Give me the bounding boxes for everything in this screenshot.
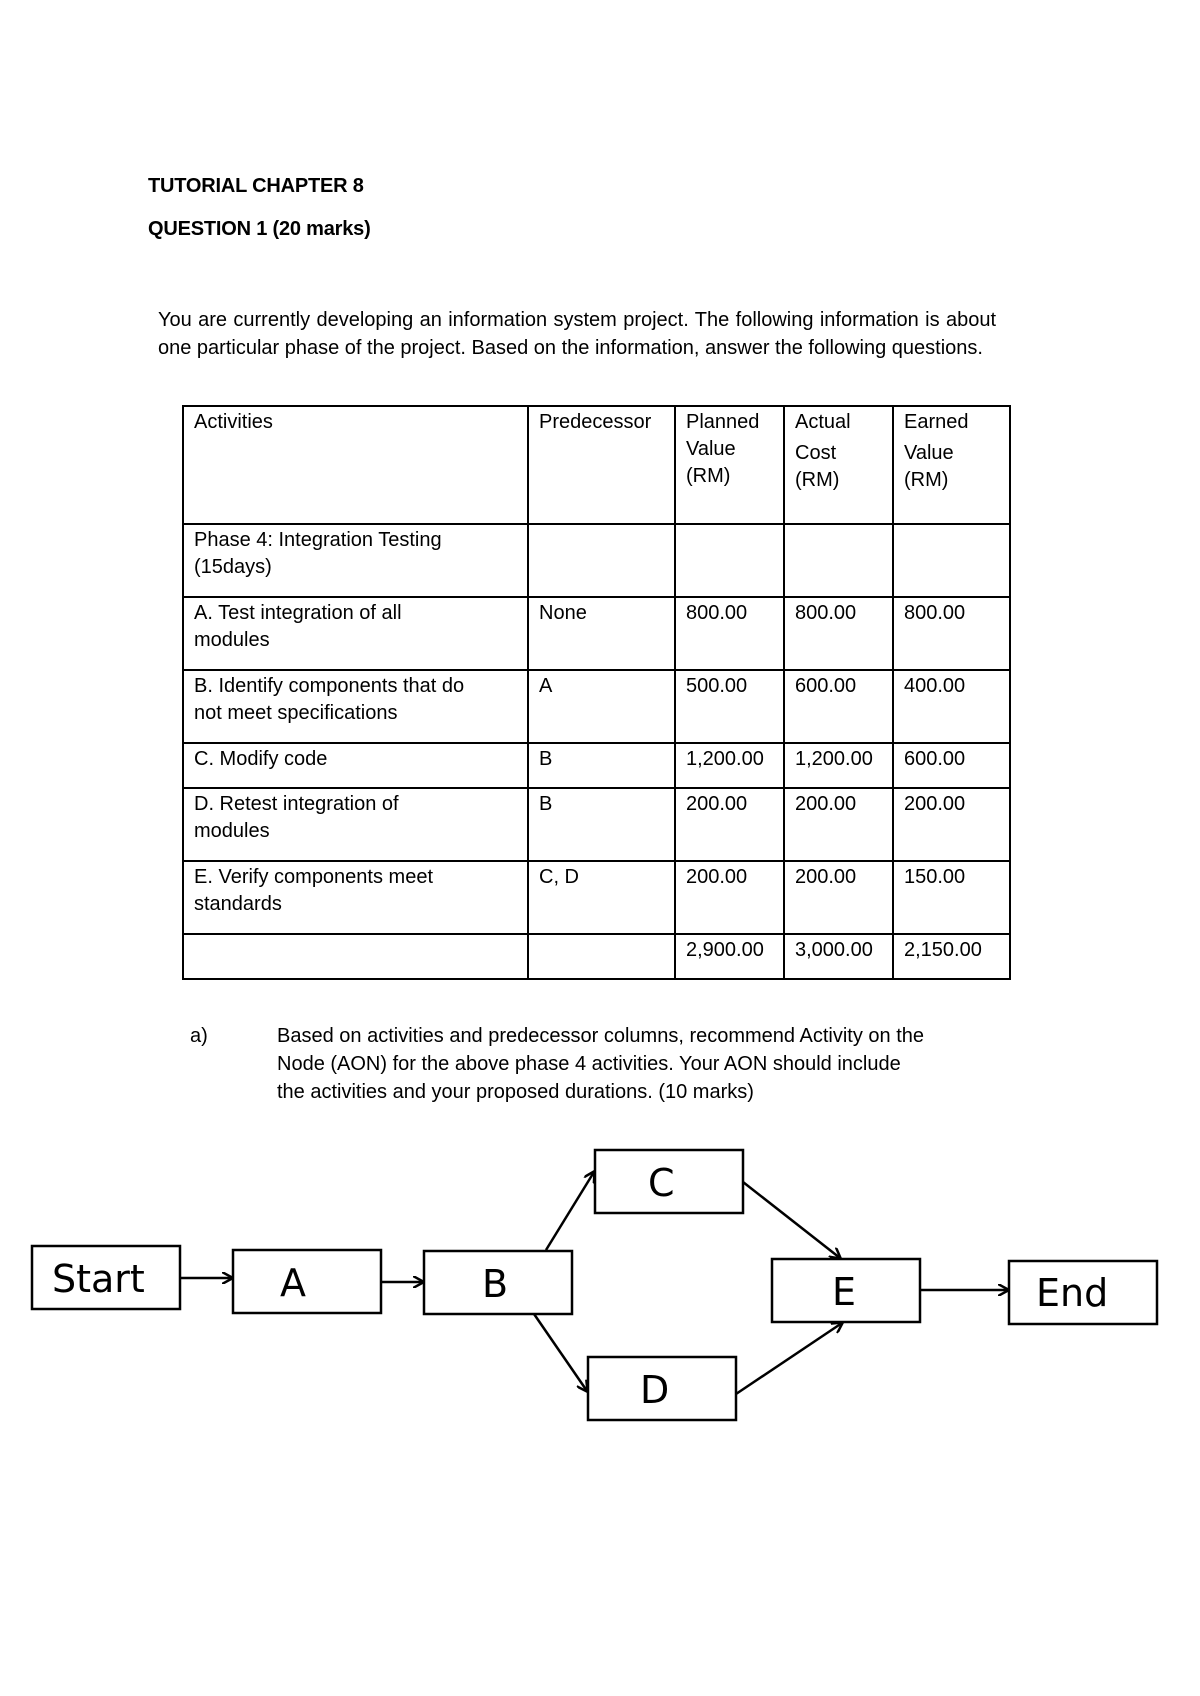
table-row — [183, 788, 1010, 861]
arrow-b-d — [534, 1314, 587, 1391]
intro-paragraph: You are currently developing an information system project. The following information is about one particular phase of the project. Based on the information, answer the following questions. — [158, 309, 996, 359]
ev-cell: 800.00 — [893, 597, 1010, 670]
table-row — [183, 743, 1010, 788]
ev-cell: 600.00 — [893, 743, 1010, 788]
total-pv-cell: 2,900.00 — [675, 934, 784, 979]
arrow-b-c — [546, 1172, 594, 1250]
predecessor-cell: None — [528, 597, 675, 670]
pv-cell: 800.00 — [675, 597, 784, 670]
ac-cell: 1,200.00 — [784, 743, 893, 788]
node-end-label: End — [1036, 1271, 1109, 1315]
arrow-c-e — [743, 1182, 840, 1258]
activity-cell: D. Retest integration of modules — [183, 788, 528, 861]
pv-cell: 1,200.00 — [675, 743, 784, 788]
header-planned-value: Planned Value (RM) — [675, 406, 784, 524]
node-start-label: Start — [52, 1257, 145, 1301]
total-ev-cell: 2,150.00 — [893, 934, 1010, 979]
table-row — [183, 861, 1010, 934]
activity-cell: B. Identify components that do not meet specifications — [183, 670, 528, 743]
predecessor-cell: B — [528, 743, 675, 788]
question-a-text: Based on activities and predecessor columns, recommend Activity on the Node (AON) for the above phase 4 activities. Your AON should include the activities and your proposed durations. (10 marks) — [277, 1025, 924, 1103]
aon-diagram — [0, 1130, 1200, 1450]
node-b-label: B — [482, 1262, 509, 1306]
activity-cell: A. Test integration of all modules — [183, 597, 528, 670]
table-row — [183, 597, 1010, 670]
table-header-row — [183, 406, 1010, 524]
pv-cell: 200.00 — [675, 788, 784, 861]
ac-cell: 200.00 — [784, 861, 893, 934]
header-earned-value: Earned Value (RM) — [893, 406, 1010, 524]
header-actual-cost: Actual Cost (RM) — [784, 406, 893, 524]
ev-cell: 150.00 — [893, 861, 1010, 934]
question-a-label: a) — [190, 1025, 208, 1047]
ev-cell: 200.00 — [893, 788, 1010, 861]
node-d-label: D — [640, 1368, 670, 1412]
pv-cell: 500.00 — [675, 670, 784, 743]
node-a-box — [233, 1250, 381, 1313]
question-heading: QUESTION 1 (20 marks) — [148, 218, 371, 240]
table-row — [183, 670, 1010, 743]
activities-table — [182, 405, 1011, 980]
header-predecessor: Predecessor — [528, 406, 675, 524]
node-e-label: E — [832, 1270, 857, 1314]
predecessor-cell: B — [528, 788, 675, 861]
tutorial-title: TUTORIAL CHAPTER 8 — [148, 175, 364, 197]
phase-row — [183, 524, 1010, 597]
pv-cell: 200.00 — [675, 861, 784, 934]
phase-cell: Phase 4: Integration Testing (15days) — [183, 524, 528, 597]
node-c-label: C — [648, 1161, 675, 1205]
ac-cell: 200.00 — [784, 788, 893, 861]
activity-cell: C. Modify code — [183, 743, 528, 788]
predecessor-cell: C, D — [528, 861, 675, 934]
total-ac-cell: 3,000.00 — [784, 934, 893, 979]
ac-cell: 800.00 — [784, 597, 893, 670]
header-activities: Activities — [183, 406, 528, 524]
node-a-label: A — [280, 1261, 306, 1305]
arrow-d-e — [736, 1323, 842, 1394]
totals-row — [183, 934, 1010, 979]
activity-cell: E. Verify components meet standards — [183, 861, 528, 934]
predecessor-cell: A — [528, 670, 675, 743]
ac-cell: 600.00 — [784, 670, 893, 743]
ev-cell: 400.00 — [893, 670, 1010, 743]
